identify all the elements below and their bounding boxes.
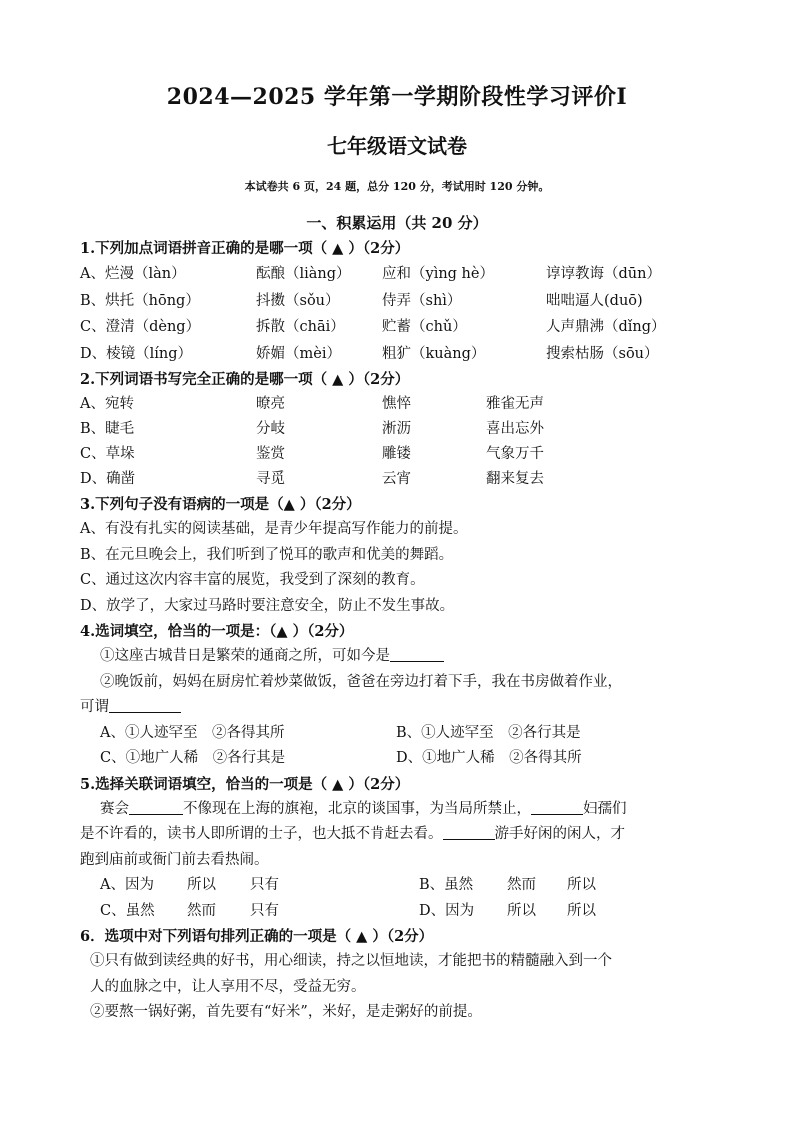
option-cell: 所以 — [567, 877, 596, 893]
option-cell: 粗犷（kuàng） — [382, 345, 486, 362]
option-cell: 拆散（chāi） — [256, 319, 345, 335]
option-cell: 抖擞（sǒu） — [256, 292, 340, 309]
option-cell: 所以 — [567, 902, 596, 919]
option-cell: 鉴赏 — [256, 446, 285, 462]
question-2-row — [80, 417, 720, 442]
section-heading: 一、积累运用（共 20 分） — [306, 214, 488, 232]
option-cell: 翻来复去 — [486, 471, 544, 487]
fill-blank — [390, 645, 444, 662]
option-cell: 酝酿（liàng） — [256, 266, 351, 282]
sentence-1: ①这座古城昔日是繁荣的通商之所，可如今是 — [80, 644, 720, 670]
option-cell: A、因为 — [100, 877, 154, 893]
option-cell: 然而 — [507, 877, 536, 893]
option-cell: D、棱镜（líng） — [80, 345, 193, 362]
option-b: B、在元旦晚会上，我们听到了悦耳的歌声和优美的舞蹈。 — [80, 546, 454, 563]
question-1-row — [80, 261, 720, 288]
option-d: D、放学了，大家过马路时要注意安全，防止不发生事故。 — [80, 597, 455, 614]
option-cell: B、睫毛 — [80, 421, 135, 437]
option-cell: 只有 — [250, 877, 279, 893]
option-cell: 咄咄逼人(duō) — [546, 292, 643, 309]
option-cell: C、虽然 — [100, 902, 155, 919]
option-cell: 淅沥 — [382, 421, 411, 437]
option-cell: 贮蓄（chǔ） — [382, 319, 467, 335]
option-cell: B、虽然 — [419, 877, 474, 893]
question-1-row — [80, 341, 720, 368]
option-cell: 分岐 — [256, 421, 285, 437]
option-cell: A、宛转 — [80, 396, 134, 412]
option-cell: A、烂漫（làn） — [80, 266, 186, 282]
option-c: C、通过这次内容丰富的展览，我受到了深刻的教育。 — [80, 572, 425, 588]
fill-blank — [109, 696, 181, 713]
option-cell: C、草垛 — [80, 446, 135, 462]
option-cell: 云宵 — [382, 471, 411, 487]
option-cell: 暸亮 — [256, 396, 285, 412]
question-1-row — [80, 288, 720, 315]
option-cell: D、确凿 — [80, 471, 136, 487]
option-cell: 侍弄（shì） — [382, 292, 462, 309]
question-5-row — [80, 899, 720, 925]
option-cell: 气象万千 — [486, 446, 544, 462]
passage-line: 跑到庙前或衙门前去看热闹。 — [80, 851, 269, 868]
option-cell: 搜索枯肠（sōu） — [546, 345, 659, 362]
passage-line: 赛会 不像现在上海的旗袍，北京的谈国事，为当局所禁止， 妇孺们 — [80, 797, 720, 823]
question-4-row — [80, 746, 720, 772]
option-cell: 憔悴 — [382, 396, 411, 412]
fill-blank — [129, 798, 183, 815]
option-cell: 娇媚（mèi） — [256, 345, 341, 362]
option-cell: A、①人迹罕至 ②各得其所 — [100, 724, 285, 741]
option-cell: D、①地广人稀 ②各得其所 — [396, 750, 582, 766]
option-cell: 雅雀无声 — [486, 396, 544, 412]
sentence-2: ②晚饭前，妈妈在厨房忙着炒菜做饭，爸爸在旁边打着下手，我在书房做着作业， — [100, 673, 622, 690]
fill-blank — [443, 823, 495, 840]
option-cell: B、①人迹罕至 ②各行其是 — [396, 724, 581, 741]
option-cell: 所以 — [187, 877, 216, 893]
exam-subtitle: 七年级语文试卷 — [327, 134, 467, 158]
exam-info: 本试卷共 6 页，24 题，总分 120 分，考试用时 120 分钟。 — [244, 180, 550, 193]
question-4-stem: 4.选词填空，恰当的一项是：（▲ ）（2分） — [80, 623, 354, 640]
option-cell: 谆谆教诲（dūn） — [546, 266, 661, 282]
sentence-2-cont: 可谓 — [80, 695, 720, 721]
option-cell: 所以 — [507, 902, 536, 919]
passage-line: 是不许看的，读书人即所谓的士子，也大抵不肯赶去看。 游手好闲的闲人，才 — [80, 822, 720, 848]
option-a: A、有没有扎实的阅读基础，是青少年提高写作能力的前提。 — [80, 521, 468, 537]
question-4-row — [80, 721, 720, 747]
option-cell: D、因为 — [419, 902, 475, 919]
question-1-row — [80, 314, 720, 341]
option-cell: 然而 — [187, 902, 216, 919]
option-cell: 只有 — [250, 902, 279, 919]
question-2-row — [80, 467, 720, 492]
option-cell: C、澄清（dèng） — [80, 319, 201, 335]
question-2-row — [80, 392, 720, 417]
fill-blank — [531, 798, 583, 815]
question-2-row — [80, 442, 720, 467]
option-cell: 应和（yìng hè） — [382, 266, 494, 282]
option-cell: B、烘托（hōng） — [80, 292, 200, 309]
questions — [80, 236, 720, 1026]
question-6-stem: 6．选项中对下列语句排列正确的一项是（ ▲ ）（2分） — [80, 928, 434, 945]
option-cell: C、①地广人稀 ②各行其是 — [100, 750, 286, 766]
question-1-stem: 1.下列加点词语拼音正确的是哪一项（ ▲ ）（2分） — [80, 240, 410, 257]
statement-1: ①只有做到读经典的好书，用心细读，持之以恒地读，才能把书的精髓融入到一个 — [90, 953, 612, 969]
option-cell: 雕镂 — [382, 446, 411, 462]
question-3-stem: 3.下列句子没有语病的一项是（▲ ）（2分） — [80, 496, 361, 513]
option-cell: 喜出忘外 — [486, 421, 544, 437]
statement-1-cont: 人的血脉之中，让人享用不尽，受益无穷。 — [90, 978, 366, 995]
exam-title: 2024—2025 学年第一学期阶段性学习评价Ⅰ — [166, 84, 628, 110]
question-5-row — [80, 873, 720, 899]
question-5-stem: 5.选择关联词语填空，恰当的一项是（ ▲ ）（2分） — [80, 775, 410, 793]
statement-2: ②要熬一锅好粥，首先要有“好米”，米好，是走粥好的前提。 — [90, 1004, 482, 1020]
option-cell: 寻觅 — [256, 471, 285, 487]
option-cell: 人声鼎沸（dǐng） — [546, 319, 666, 335]
question-2-stem: 2.下列词语书写完全正确的是哪一项（ ▲ ）（2分） — [80, 371, 410, 388]
